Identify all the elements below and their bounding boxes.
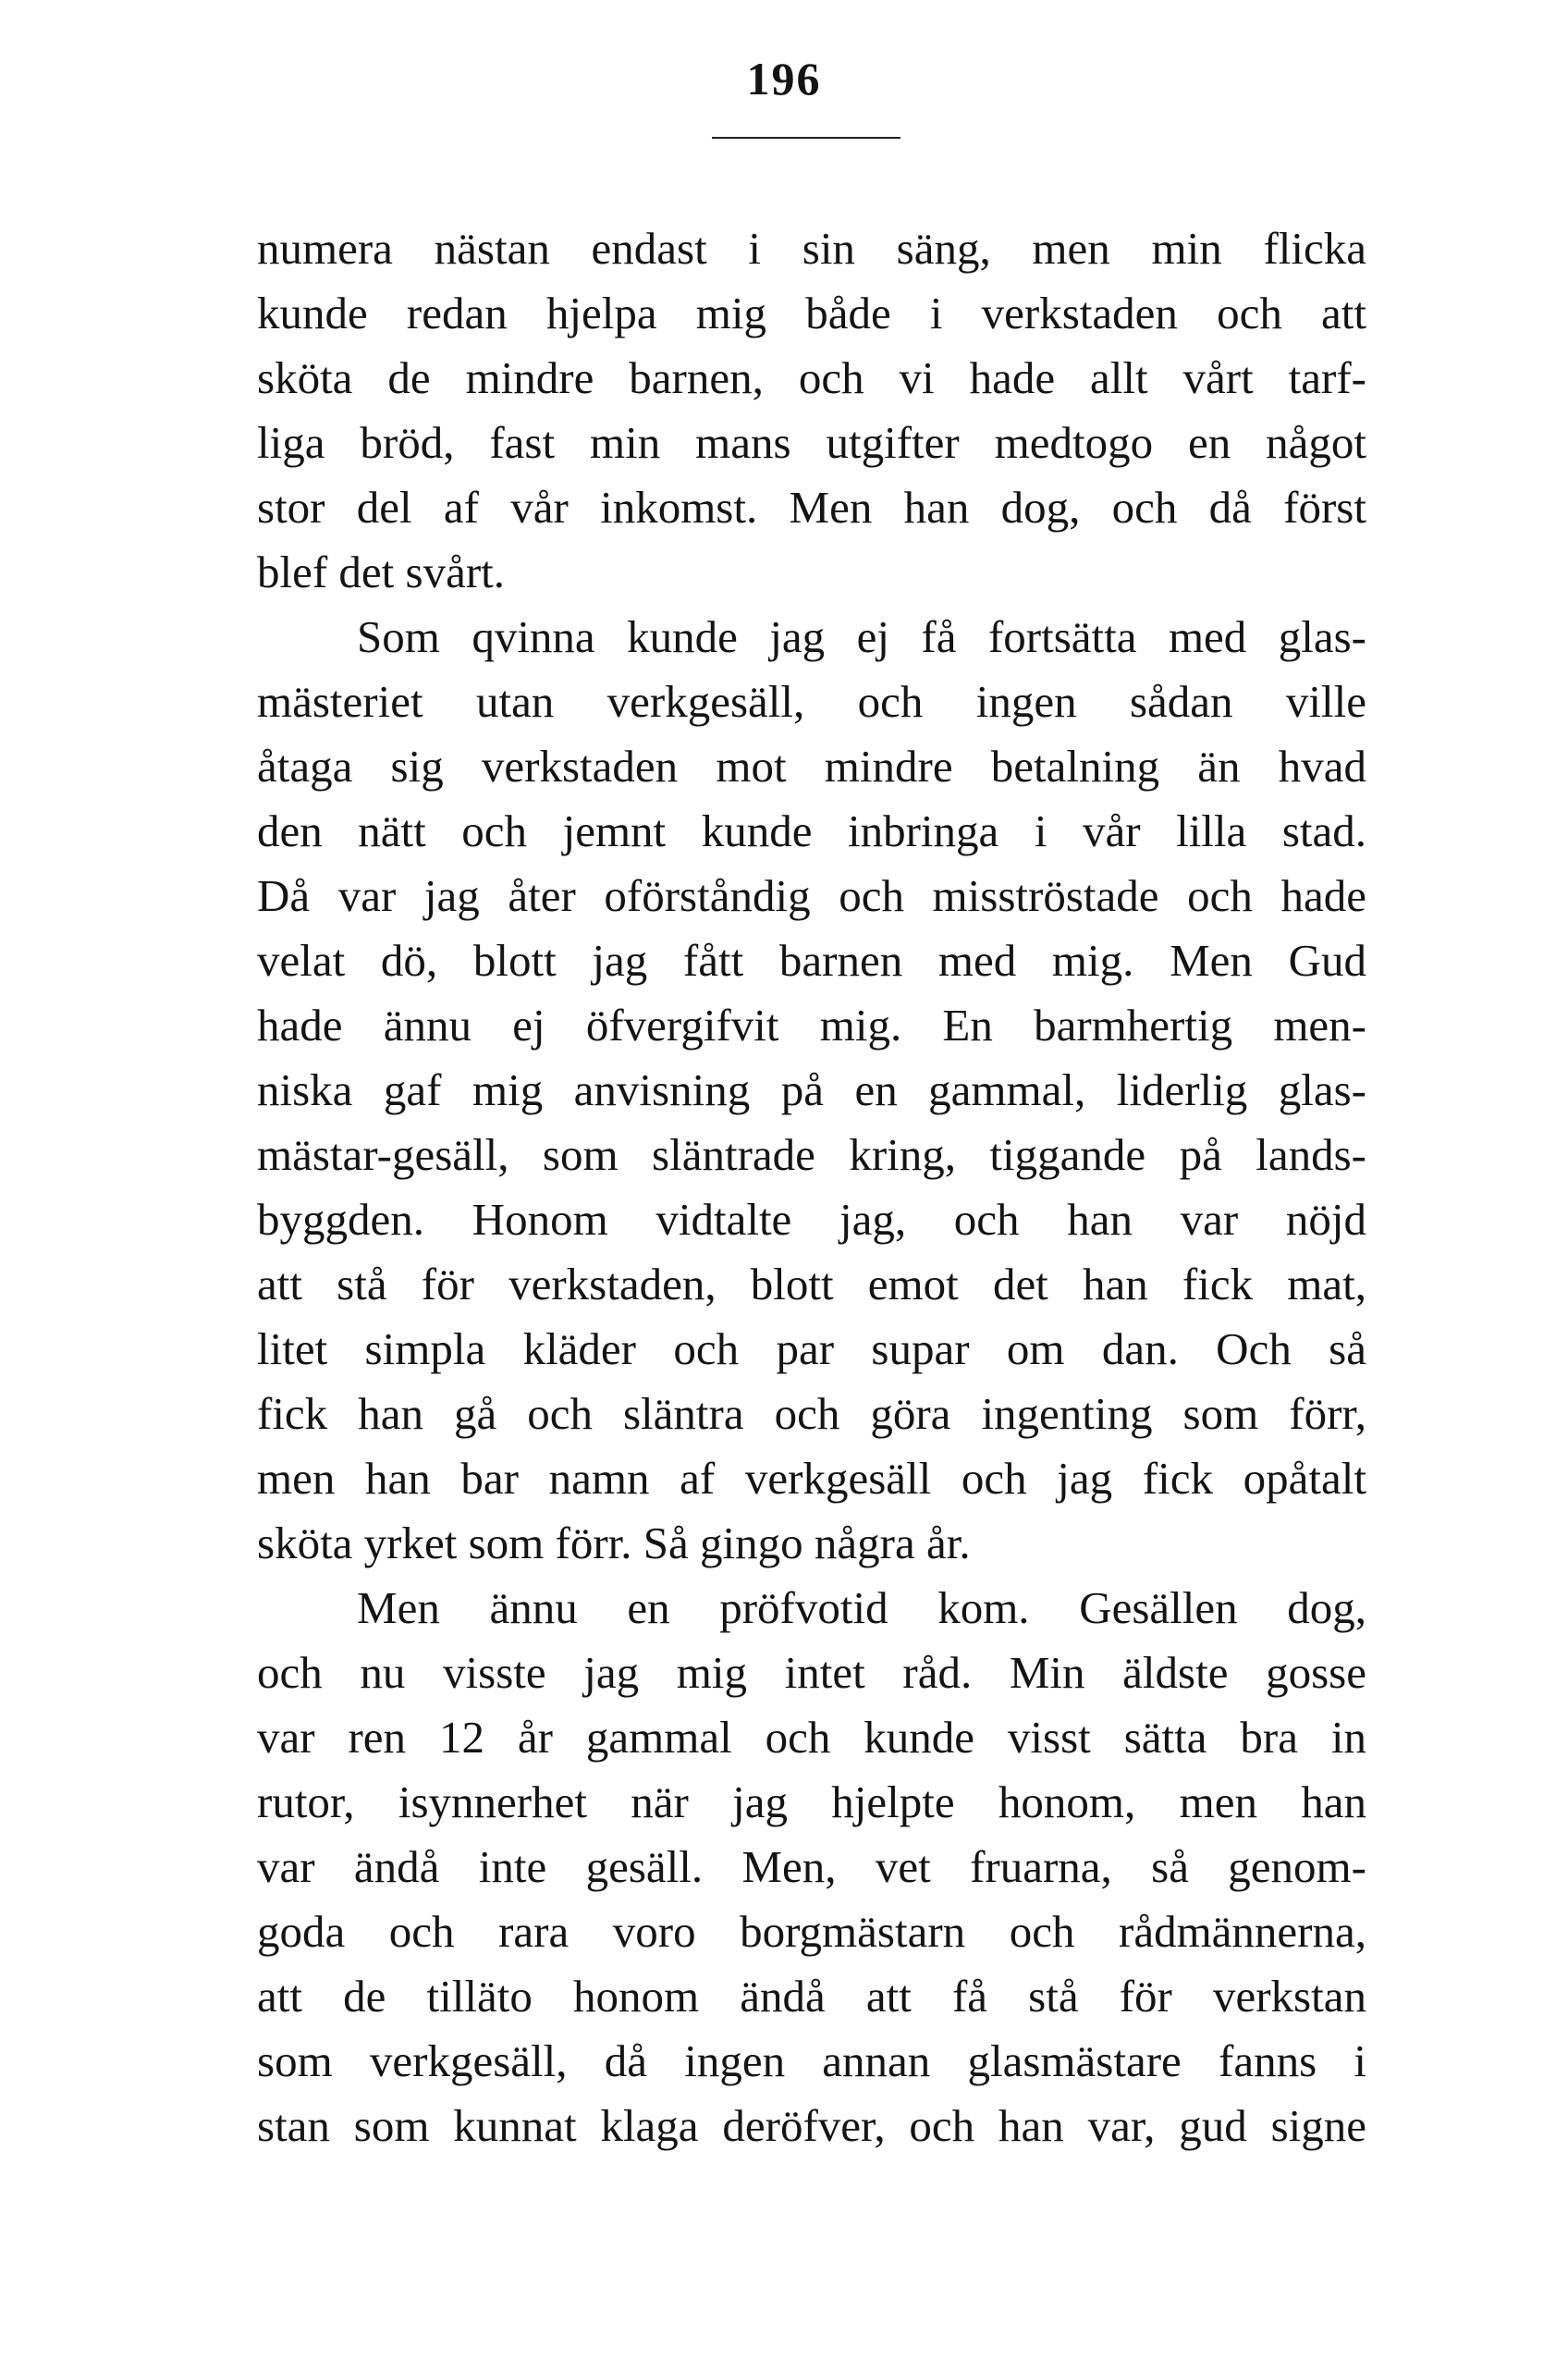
text-line: rutor, isynnerhet när jag hjelpte honom, men han <box>257 1776 1366 1827</box>
text-line: men han bar namn af verkgesäll och jag fick opåtalt <box>257 1453 1366 1504</box>
text-line: byggden. Honom vidtalte jag, och han var nöjd <box>257 1194 1366 1245</box>
text-line: niska gaf mig anvisning på en gammal, liderlig glas- <box>257 1064 1366 1115</box>
text-line: åtaga sig verkstaden mot mindre betalning än hvad <box>257 741 1366 792</box>
text-line: Som qvinna kunde jag ej få fortsätta med glas- <box>357 611 1366 662</box>
text-line: fick han gå och släntra och göra ingenting som förr, <box>257 1388 1366 1439</box>
text-line: stor del af vår inkomst. Men han dog, och då först <box>257 482 1366 533</box>
text-line: att de tilläto honom ändå att få stå för verkstan <box>257 1971 1366 2022</box>
text-line: velat dö, blott jag fått barnen med mig. Men Gud <box>257 935 1366 986</box>
text-line: litet simpla kläder och par supar om dan. Och så <box>257 1323 1366 1374</box>
text-line: hade ännu ej öfvergifvit mig. En barmhertig men- <box>257 1000 1366 1051</box>
text-line: sköta de mindre barnen, och vi hade allt vårt tarf- <box>257 352 1366 403</box>
header-rule <box>712 137 900 139</box>
text-line: som verkgesäll, då ingen annan glasmästare fanns i <box>257 2035 1366 2086</box>
page-number: 196 <box>746 53 822 104</box>
text-line: Men ännu en pröfvotid kom. Gesällen dog, <box>357 1582 1366 1633</box>
text-line: sköta yrket som förr. Så gingo några år. <box>257 1518 971 1568</box>
text-line: Då var jag åter oförståndig och misströstade och hade <box>257 870 1366 921</box>
text-line: mästar-gesäll, som släntrade kring, tiggande på lands- <box>257 1129 1366 1180</box>
text-line: var ren 12 år gammal och kunde visst sätta bra in <box>257 1712 1366 1763</box>
body-text <box>257 216 1366 2158</box>
text-line: stan som kunnat klaga deröfver, och han var, gud signe <box>257 2100 1366 2151</box>
text-line: goda och rara voro borgmästarn och rådmännerna, <box>257 1906 1366 1957</box>
text-line: och nu visste jag mig intet råd. Min äldste gosse <box>257 1647 1366 1698</box>
text-line: mästeriet utan verkgesäll, och ingen sådan ville <box>257 676 1366 727</box>
text-line: var ändå inte gesäll. Men, vet fruarna, så genom- <box>257 1841 1366 1892</box>
text-line: numera nästan endast i sin säng, men min flicka <box>257 223 1366 274</box>
text-line: att stå för verkstaden, blott emot det han fick mat, <box>257 1259 1366 1309</box>
text-line: kunde redan hjelpa mig både i verkstaden och att <box>257 288 1366 338</box>
text-line: liga bröd, fast min mans utgifter medtogo en något <box>257 417 1366 468</box>
text-line: den nätt och jemnt kunde inbringa i vår lilla stad. <box>257 805 1366 856</box>
text-line: blef det svårt. <box>257 547 506 597</box>
